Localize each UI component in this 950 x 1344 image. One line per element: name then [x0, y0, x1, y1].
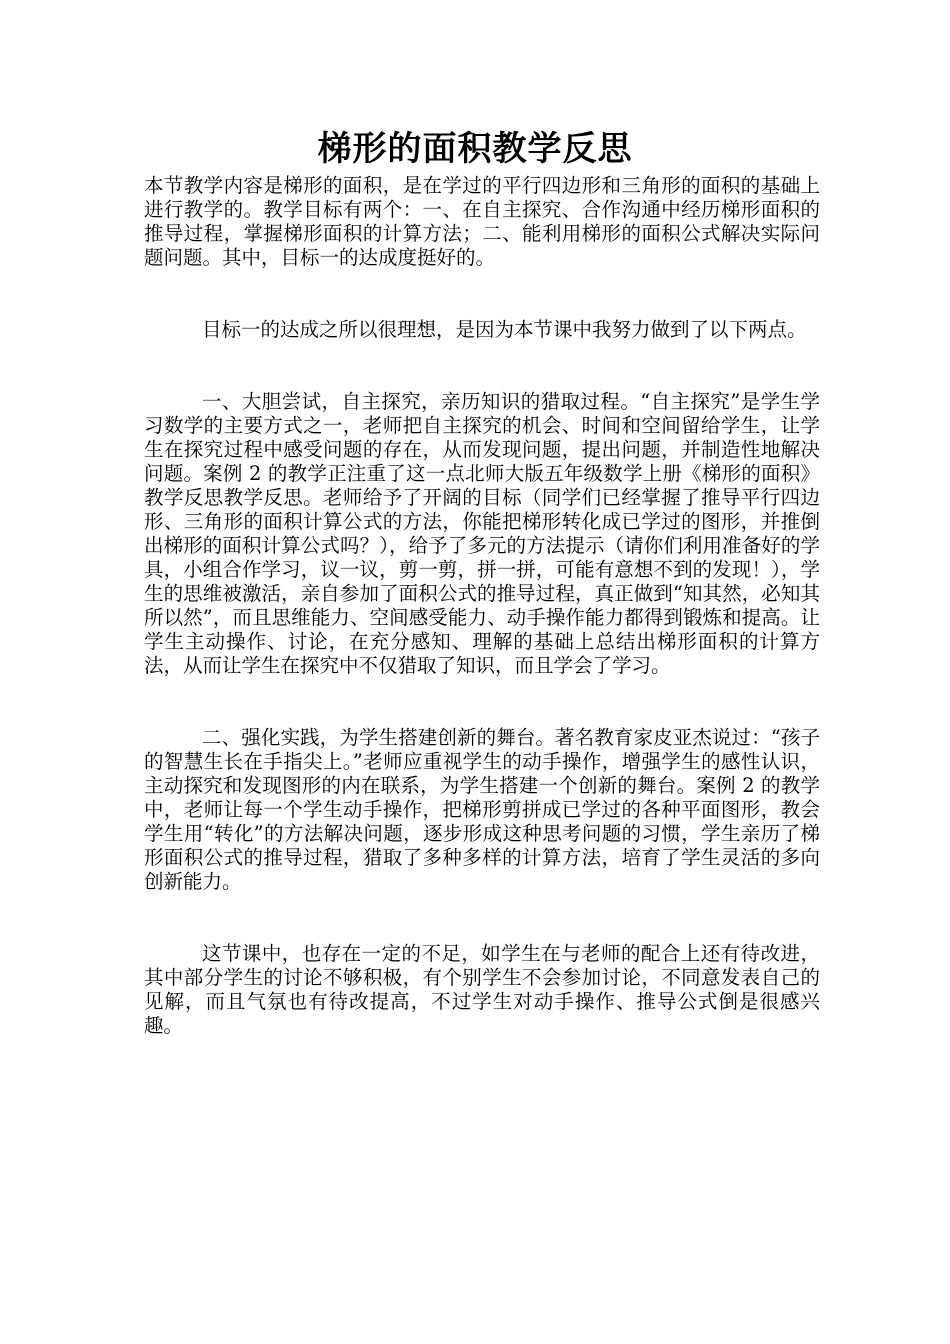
paragraph-goal-summary: 目标一的达成之所以很理想，是因为本节课中我努力做到了以下两点。: [202, 318, 807, 341]
paragraph-spacer: [144, 270, 820, 294]
paragraph-spacer: [144, 366, 820, 390]
paragraph-spacer: [144, 678, 820, 702]
paragraph-spacer: [144, 918, 820, 942]
document-body: [144, 174, 820, 1038]
document-title: 梯形的面积教学反思: [317, 129, 633, 169]
paragraph-spacer: [144, 894, 820, 918]
paragraph-spacer: [144, 294, 820, 318]
paragraph-spacer: [144, 342, 820, 366]
paragraph-point-one: 一、大胆尝试，自主探究，亲历知识的猎取过程。“自主探究”是学生学习数学的主要方式之一，老师把自主探究的机会、时间和空间留给学生，让学生在探究过程中感受问题的存在，从而发现问题，提出问题，并制造性地解决问题。案例 2 的教学正注重了这一点北师大版五年级数学上册《梯形的面积》教学反思教学反思。老师给予了开阔的目标（同学们已经掌握了推导平行四边形、三角形的面积计算公式的方法，你能把梯形转化成已学过的图形，并推倒出梯形的面积计算公式吗？），给予了多元的方法提示（请你们利用准备好的学具，小组合作学习，议一议，剪一剪，拼一拼，可能有意想不到的发现！），学生的思维被激活，亲自参加了面积公式的推导过程，真正做到“知其然，必知其所以然”，而且思维能力、空间感受能力、动手操作能力都得到锻炼和提高。让学生主动操作、讨论，在充分感知、理解的基础上总结出梯形面积的计算方法，从而让学生在探究中不仅猎取了知识，而且学会了学习。: [144, 390, 820, 677]
paragraph-intro: 本节教学内容是梯形的面积，是在学过的平行四边形和三角形的面积的基础上进行教学的。教学目标有两个：一、在自主探究、合作沟通中经历梯形面积的推导过程，掌握梯形面积的计算方法；二、能利用梯形的面积公式解决实际问题问题。其中，目标一的达成度挺好的。: [144, 174, 820, 269]
paragraph-spacer: [144, 702, 820, 726]
paragraph-shortcomings: 这节课中，也存在一定的不足，如学生在与老师的配合上还有待改进，其中部分学生的讨论不够积极，有个别学生不会参加讨论，不同意发表自己的见解，而且气氛也有待改提高，不过学生对动手操作、推导公式倒是很感兴趣。: [144, 942, 820, 1037]
paragraph-point-two: 二、强化实践，为学生搭建创新的舞台。著名教育家皮亚杰说过：“孩子的智慧生长在手指尖上。”老师应重视学生的动手操作，增强学生的感性认识，主动探究和发现图形的内在联系，为学生搭建一个创新的舞台。案例 2 的教学中，老师让每一个学生动手操作，把梯形剪拼成已学过的各种平面图形，教会学生用“转化”的方法解决问题，逐步形成这种思考问题的习惯，学生亲历了梯形面积公式的推导过程，猎取了多种多样的计算方法，培育了学生灵活的多向创新能力。: [144, 726, 820, 893]
